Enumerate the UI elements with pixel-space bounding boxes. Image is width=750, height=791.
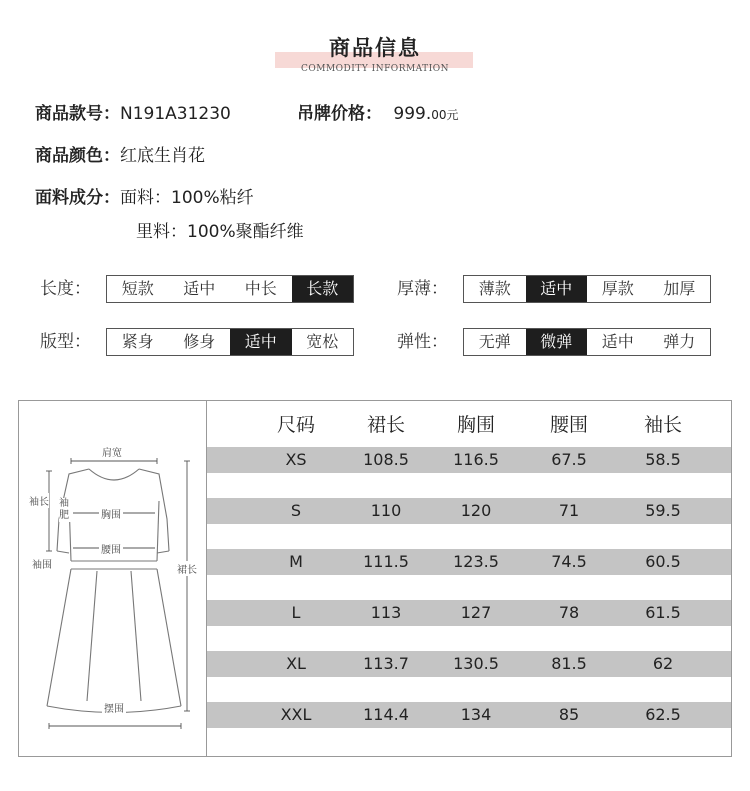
waist-cell: 85	[558, 705, 580, 724]
fabric-row	[35, 187, 254, 209]
chest-cell: 134	[460, 705, 492, 724]
header-waist: 腰围	[549, 414, 588, 436]
fabric-lining: 里料：100%聚酯纤维	[136, 222, 304, 242]
style-number-value: N191A31230	[120, 104, 231, 124]
section-subtitle: COMMODITY INFORMATION	[300, 64, 449, 74]
elasticity-option[interactable]: 微弹	[526, 329, 588, 355]
price-decimal: 00元	[431, 108, 459, 122]
dress-length-cell: 114.4	[363, 705, 409, 724]
chest-label: 胸围	[99, 506, 123, 521]
length-option[interactable]: 短款	[121, 279, 154, 298]
waist-cell: 74.5	[551, 552, 587, 571]
length-option[interactable]: 适中	[183, 279, 216, 298]
price-value	[393, 103, 458, 126]
fabric-outer: 面料：100%粘纤	[120, 188, 254, 208]
table-row	[207, 600, 731, 626]
size-cell: S	[290, 501, 302, 520]
elasticity-label: 弹性：	[397, 332, 448, 352]
header-sleeve-length: 袖长	[643, 414, 682, 436]
thickness-option[interactable]: 加厚	[663, 279, 696, 298]
header-dress-length: 裙长	[366, 414, 405, 436]
dress-length-cell: 113	[370, 603, 402, 622]
style-number-label: 商品款号：	[35, 104, 120, 124]
price-row	[297, 103, 459, 126]
waist-cell: 78	[558, 603, 580, 622]
waist-label: 腰围	[99, 541, 123, 556]
sleeve-length-cell: 58.5	[645, 450, 681, 469]
table-row	[207, 651, 731, 677]
chest-cell: 127	[460, 603, 492, 622]
length-option[interactable]: 中长	[244, 279, 277, 298]
measurement-diagram	[19, 401, 207, 756]
fit-option[interactable]: 紧身	[121, 332, 154, 351]
sleeve-length-cell: 62	[652, 654, 674, 673]
dress-length-cell: 108.5	[363, 450, 409, 469]
size-cell: XXL	[280, 705, 312, 724]
fit-option[interactable]: 宽松	[306, 332, 339, 351]
table-row	[207, 549, 731, 575]
dress-length-cell: 110	[370, 501, 402, 520]
price-main: 999.	[393, 104, 432, 124]
style-number-row	[35, 103, 231, 125]
thickness-option[interactable]: 厚款	[601, 279, 634, 298]
chest-cell: 120	[460, 501, 492, 520]
header-size: 尺码	[276, 414, 315, 436]
waist-cell: 71	[558, 501, 580, 520]
fabric-lining-row	[136, 221, 304, 243]
sleeve-length-cell: 59.5	[645, 501, 681, 520]
dress-length-cell: 113.7	[363, 654, 409, 673]
sleeve-length-cell: 60.5	[645, 552, 681, 571]
section-title: 商品信息	[329, 36, 421, 60]
size-cell: XS	[285, 450, 307, 469]
elasticity-selector	[463, 328, 711, 356]
fit-selector	[106, 328, 354, 356]
cuff-label: 袖围	[32, 556, 52, 571]
table-row	[207, 702, 731, 728]
price-label: 吊牌价格：	[297, 104, 382, 124]
sleeve-length-cell: 62.5	[645, 705, 681, 724]
thickness-selector	[463, 275, 711, 303]
sleeve-width-label: 袖肥	[59, 498, 69, 521]
table-row	[207, 498, 731, 524]
size-chart	[18, 400, 732, 757]
elasticity-option[interactable]: 弹力	[663, 332, 696, 351]
elasticity-option[interactable]: 无弹	[478, 332, 511, 351]
color-row	[35, 145, 205, 167]
sleeve-length-label: 袖长	[29, 493, 49, 508]
fit-label: 版型：	[40, 332, 91, 352]
dress-length-label: 裙长	[177, 561, 197, 576]
length-label: 长度：	[40, 279, 91, 299]
size-cell: XL	[286, 654, 306, 673]
table-row	[207, 447, 731, 473]
thickness-option[interactable]: 薄款	[478, 279, 511, 298]
size-cell: L	[291, 603, 301, 622]
thickness-option[interactable]: 适中	[526, 276, 588, 302]
chest-cell: 130.5	[453, 654, 499, 673]
chest-cell: 116.5	[453, 450, 499, 469]
fit-option[interactable]: 修身	[183, 332, 216, 351]
fit-option[interactable]: 适中	[230, 329, 292, 355]
sleeve-length-cell: 61.5	[645, 603, 681, 622]
size-table	[207, 401, 731, 756]
section-header	[0, 30, 750, 75]
color-label: 商品颜色：	[35, 146, 120, 166]
elasticity-option[interactable]: 适中	[601, 332, 634, 351]
thickness-label: 厚薄：	[397, 279, 448, 299]
shoulder-label: 肩宽	[100, 444, 124, 459]
size-cell: M	[289, 552, 303, 571]
waist-cell: 81.5	[551, 654, 587, 673]
length-selector	[106, 275, 354, 303]
waist-cell: 67.5	[551, 450, 587, 469]
hem-label: 摆围	[102, 700, 126, 715]
header-chest: 胸围	[456, 414, 495, 436]
dress-length-cell: 111.5	[363, 552, 409, 571]
chest-cell: 123.5	[453, 552, 499, 571]
color-value: 红底生肖花	[120, 146, 205, 166]
fabric-label: 面料成分：	[35, 188, 120, 208]
length-option[interactable]: 长款	[292, 276, 354, 302]
